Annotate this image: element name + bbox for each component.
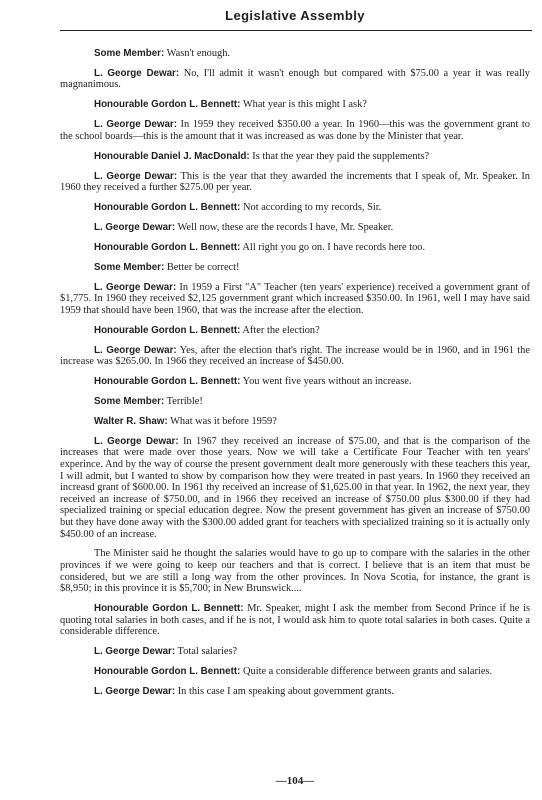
speaker-name: Some Member: [94, 261, 165, 273]
paragraph [60, 262, 530, 274]
speaker-name: L. George Dewar: [94, 344, 177, 356]
speech-text: This is the year that they awarded the increments that I speak of, Mr. Speaker. In 1960 they received a further $275.00 per year. [60, 170, 530, 194]
speech-text: Not according to my records, Sir. [240, 202, 382, 214]
speech-text: You went five years without an increase. [240, 376, 412, 388]
paragraph [60, 396, 530, 408]
speech-text: In 1967 they received an increase of $75.00, and that is the comparison of the increases that were made over those years. Now we will take a Certificate Four Teacher with ten years' experince. And by the way of course the present government dealt more generously with these teachers this year, I will admit, but I wanted to show by comparison how they were treated in past years. In 1960 they received an increasd grant of $600.00. In 1961 thy received an increase of $1,625.00 in that year. In 1962, the next year, they received an increase of $750.00, and in 1966 they received an increase of $750.00 plus $300.00 if they had specialized training or special education degree. Now the present government has given an increase of $750.00 but they have done away with the $300.00 added grant for teachers with specialized training so it is actually only $450.00 of an increase. [60, 435, 530, 540]
speech-text: In this case I am speaking about government grants. [175, 685, 394, 697]
paragraph [60, 345, 530, 368]
paragraph [60, 686, 530, 698]
paragraph [60, 603, 530, 638]
speech-text: Well now, these are the records I have, Mr. Speaker. [175, 222, 394, 234]
paragraph [60, 68, 530, 91]
speaker-name: Honourable Gordon L. Bennett: [94, 99, 241, 111]
speaker-name: L. George Dewar: [94, 222, 176, 234]
speaker-name: Honourable Gordon L. Bennett: [94, 666, 241, 678]
speaker-name: Some Member: [94, 48, 165, 59]
speech-text: What was it before 1959? [167, 415, 277, 427]
speaker-name: L. George Dewar: [94, 170, 178, 182]
speaker-name: Some Member: [94, 396, 165, 408]
paragraph [60, 119, 530, 142]
paragraph [60, 99, 530, 111]
speaker-name: Honourable Gordon L. Bennett: [94, 202, 241, 214]
speaker-name: Honourable Gordon L. Bennett: [94, 241, 241, 253]
speaker-name: L. George Dewar: [94, 67, 180, 79]
speech-text: In 1959 they received $350.00 a year. In 1960—this was the government grant to the school boards—this is the amount that it was increased as was done by the Minister that year. [60, 119, 531, 142]
speech-text: Yes, after the election that's right. The increase would be in 1960, and in 1961 the increase was $265.00. In 1966 they received an increase of $450.00. [60, 344, 530, 368]
speaker-name: L. George Dewar: [94, 281, 177, 293]
speech-text: After the election? [240, 324, 320, 336]
speech-text: Total salaries? [175, 646, 238, 658]
paragraph [60, 416, 530, 428]
speaker-name: L. George Dewar: [94, 646, 176, 658]
speaker-name: L. George Dewar: [94, 119, 177, 131]
transcript-body [60, 48, 530, 706]
speaker-name: Honourable Gordon L. Bennett: [94, 603, 244, 615]
paragraph [60, 646, 530, 658]
paragraph [60, 171, 530, 194]
speech-text: Terrible! [164, 396, 203, 408]
paragraph [60, 151, 530, 163]
speaker-name: L. George Dewar: [94, 685, 176, 697]
paragraph [60, 325, 530, 337]
running-header: Legislative Assembly [225, 8, 365, 23]
speech-text: Quite a considerable difference between grants and salaries. [240, 666, 493, 678]
speech-text: No, I'll admit it wasn't enough but compared with $75.00 a year it was really magnanimous. [60, 67, 530, 91]
paragraph [60, 202, 530, 214]
speech-text: All right you go on. I have records here too. [240, 241, 426, 253]
speech-text: The Minister said he thought the salaries would have to go up to compare with the salaries in the other provinces if we were going to keep our teachers and that is correct. I believe that is an item that must be considered, but we are still a long way from the other provinces. In Nova Scotia, for instance, the grant is $8,950; in this province it is $5,700; in New Brunswick.... [60, 548, 530, 595]
speaker-name: Honourable Daniel J. MacDonald: [94, 150, 250, 162]
speech-text: In 1959 a First "A" Teacher (ten years' experience) received a government grant of $1,775. In 1960 they received $2,125 government grant which increased $350.00. In 1961, well I may have said 1959 that should have been 1960, that was the increase after the election. [60, 281, 530, 316]
paragraph [60, 666, 530, 678]
speaker-name: L. George Dewar: [94, 435, 179, 447]
paragraph [60, 242, 530, 254]
paragraph [60, 48, 530, 60]
speech-text: What year is this might I ask? [240, 99, 367, 111]
paragraph [60, 548, 530, 594]
header-rule [60, 30, 532, 31]
speaker-name: Honourable Gordon L. Bennett: [94, 376, 241, 388]
paragraph [60, 222, 530, 234]
speech-text: Better be correct! [164, 261, 240, 273]
paragraph [60, 436, 530, 540]
page-number: —104— [275, 775, 315, 787]
speech-text: Is that the year they paid the supplements? [249, 150, 430, 162]
speaker-name: Honourable Gordon L. Bennett: [94, 324, 241, 336]
paragraph [60, 282, 530, 317]
speech-text: Mr. Speaker, might I ask the member from Second Prince if he is quoting total salaries in both cases, and if he is not, I would ask him to quote total salaries in both cases. Quite a considerable difference. [60, 603, 530, 638]
speech-text: Wasn't enough. [164, 48, 231, 59]
speaker-name: Walter R. Shaw: [94, 415, 168, 427]
paragraph [60, 376, 530, 388]
